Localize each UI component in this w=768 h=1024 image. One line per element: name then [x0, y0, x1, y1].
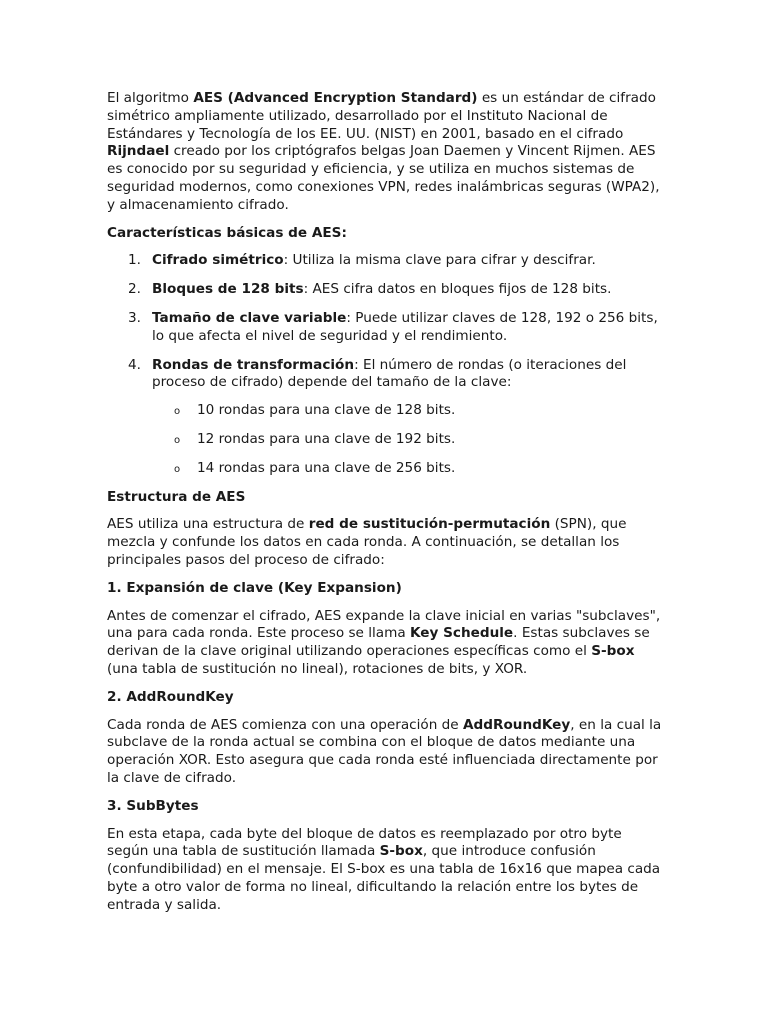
- key-schedule-term: Key Schedule: [410, 625, 514, 642]
- add-round-key-text-1: Cada ronda de AES comienza con una operación de: [107, 716, 463, 733]
- sbox-term: S-box: [379, 843, 423, 860]
- features-list: [107, 252, 667, 477]
- features-heading: Características básicas de AES:: [107, 224, 347, 241]
- rounds-item: [152, 460, 667, 478]
- rounds-item: [152, 431, 667, 449]
- structure-text-1: AES utiliza una estructura de: [107, 516, 309, 533]
- key-expansion-text-2: . Estas subclaves se derivan de la clave original utilizando operaciones específicas como el: [107, 625, 650, 660]
- feature-item: [107, 310, 667, 346]
- feature-term: Cifrado simétrico: [152, 252, 284, 269]
- feature-item: [107, 252, 667, 270]
- feature-description: : AES cifra datos en bloques fijos de 128 bits.: [303, 281, 612, 298]
- feature-term: Bloques de 128 bits: [152, 281, 304, 298]
- add-round-key-term: AddRoundKey: [463, 716, 571, 733]
- intro-bold-rijndael: Rijndael: [107, 143, 170, 160]
- intro-text-1: El algoritmo: [107, 90, 194, 106]
- add-round-key-text-2: , en la cual la subclave de la ronda actual se combina con el bloque de datos mediante una operación XOR. Esto asegura que cada ronda esté influenciada directamente por la clave de cifrado.: [107, 716, 662, 786]
- feature-item: [107, 281, 667, 299]
- rounds-text: 10 rondas para una clave de 128 bits.: [197, 402, 456, 419]
- feature-description: : Puede utilizar claves de 128, 192 o 256 bits, lo que afecta el nivel de seguridad y el rendimiento.: [152, 309, 658, 344]
- key-expansion-paragraph: [107, 608, 667, 679]
- structure-bold-spn: red de sustitución-permutación: [308, 516, 551, 533]
- intro-bold-aes: AES (Advanced Encryption Standard): [193, 90, 478, 106]
- add-round-key-paragraph: [107, 717, 667, 788]
- feature-description: : El número de rondas (o iteraciones del proceso de cifrado) depende del tamaño de la clave:: [152, 356, 627, 391]
- structure-heading: Estructura de AES: [107, 488, 246, 505]
- add-round-key-heading: 2. AddRoundKey: [107, 688, 234, 705]
- intro-text-2: es un estándar de cifrado simétrico ampliamente utilizado, desarrollado por el Instituto Nacional de Estándares y Tecnología de los EE. UU. (NIST) en 2001, basado en el cifrado: [107, 90, 656, 142]
- structure-paragraph: [107, 516, 667, 569]
- bullet-icon: o: [174, 463, 181, 475]
- rounds-list: [152, 402, 667, 477]
- sbox-term: S-box: [591, 643, 635, 660]
- feature-term: Tamaño de clave variable: [152, 309, 347, 326]
- feature-number: 1.: [128, 252, 141, 269]
- key-expansion-heading: 1. Expansión de clave (Key Expansion): [107, 579, 402, 596]
- key-expansion-text-1: Antes de comenzar el cifrado, AES expande la clave inicial en varias "subclaves", una para cada ronda. Este proceso se llama: [107, 607, 661, 642]
- key-expansion-text-3: (una tabla de sustitución no lineal), rotaciones de bits, y XOR.: [107, 660, 528, 677]
- bullet-icon: o: [174, 406, 181, 418]
- feature-number: 2.: [128, 281, 141, 298]
- feature-number: 3.: [128, 309, 141, 326]
- feature-term: Rondas de transformación: [152, 356, 355, 373]
- bullet-icon: o: [174, 434, 181, 446]
- document-content: [107, 90, 667, 924]
- rounds-text: 14 rondas para una clave de 256 bits.: [197, 459, 456, 476]
- sub-bytes-paragraph: [107, 826, 667, 915]
- intro-text-3: creado por los criptógrafos belgas Joan Daemen y Vincent Rijmen. AES es conocido por su seguridad y eficiencia, y se utiliza en muchos sistemas de seguridad modernos, como conexiones VPN, redes inalámbricas seguras (WPA2), y almacenamiento cifrado.: [107, 143, 660, 213]
- rounds-item: [152, 402, 667, 420]
- sub-bytes-heading: 3. SubBytes: [107, 797, 199, 814]
- sub-bytes-text-2: , que introduce confusión (confundibilidad) en el mensaje. El S-box es una tabla de 16x16 que mapea cada byte a otro valor de forma no lineal, dificultando la relación entre los bytes de entrada y salida.: [107, 843, 661, 913]
- structure-text-2: (SPN), que mezcla y confunde los datos en cada ronda. A continuación, se detallan los principales pasos del proceso de cifrado:: [107, 516, 627, 568]
- intro-paragraph: [107, 90, 667, 215]
- sub-bytes-text-1: En esta etapa, cada byte del bloque de datos es reemplazado por otro byte según una tabla de sustitución llamada: [107, 825, 622, 860]
- feature-description: : Utiliza la misma clave para cifrar y descifrar.: [283, 252, 596, 269]
- feature-item: [107, 357, 667, 478]
- feature-number: 4.: [128, 356, 141, 373]
- rounds-text: 12 rondas para una clave de 192 bits.: [197, 430, 456, 447]
